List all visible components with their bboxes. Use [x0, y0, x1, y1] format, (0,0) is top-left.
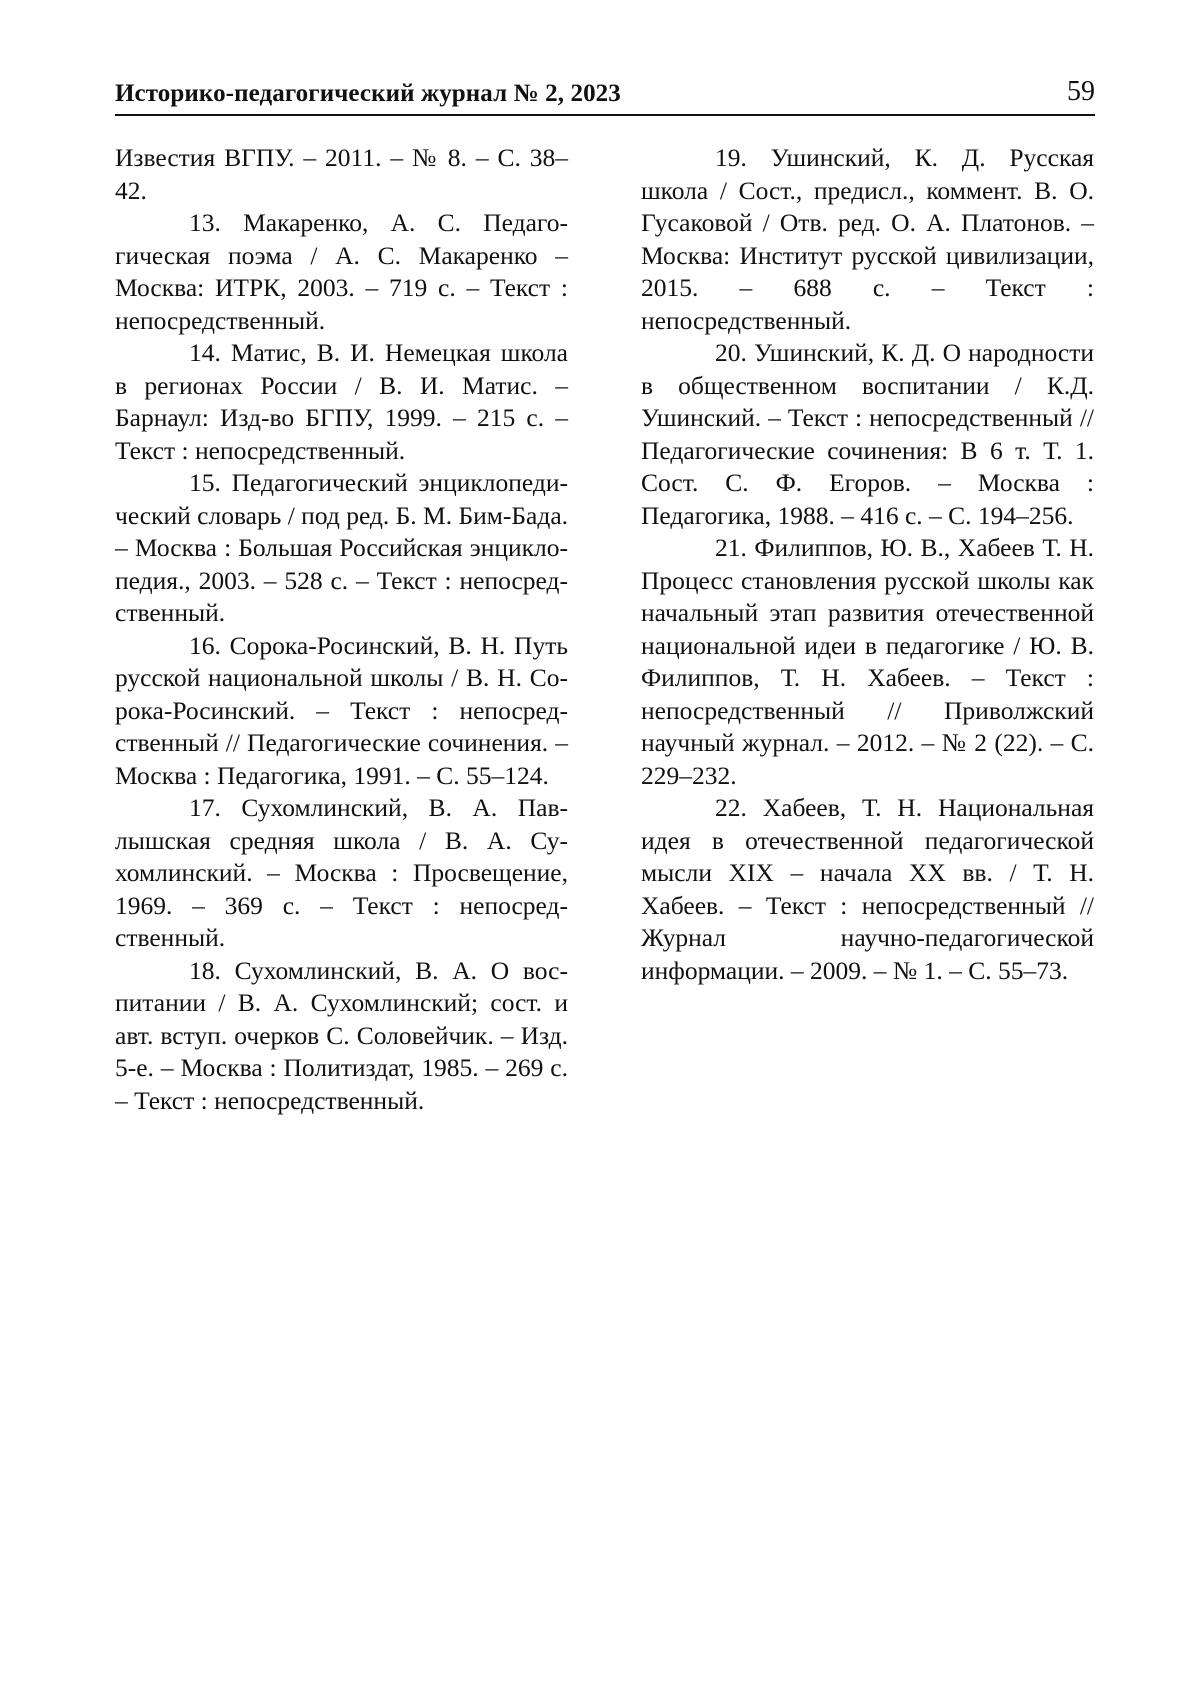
right-column [641, 142, 1094, 987]
reference-item-22: 22. Хабеев, Т. Н. Националь­ная идея в отечественной педагоги­ческой мысли XIX – начала XX вв. / Т. Н. Хабеев. – Текст : непосред­ственный // Журнал научно-педагогической информации. – 2009. – № 1. – С. 55–73. [641, 792, 1094, 987]
reference-item-20: 20. Ушинский, К. Д. О народ­ности в общественном воспитании / К.Д. Ушинский. – Текст : непосред­ственный // Педагогические сочине­ния: В 6 т. Т. 1. Сост. С. Ф. Егоров. – Москва : Педагогика, 1988. – 416 с. – С. 194–256. [641, 337, 1094, 532]
reference-item-21: 21. Филиппов, Ю. В., Хабеев Т. Н. Процесс становления русской школы как начальный этап развития отечественной национальной идеи в педагогике / Ю. В. Филиппов, Т. Н. Хабеев. – Текст : непосредственный // Приволжский научный журнал. – 2012. – № 2 (22). – С. 229–232. [641, 532, 1094, 792]
journal-title: Историко-педагогический журнал № 2, 2023 [115, 80, 621, 108]
reference-item-13: 13. Макаренко, А. С. Педаго­гическая поэма / А. С. Макаренко – Москва: ИТРК, 2003. – 719 с. – Текст : непосредственный. [115, 207, 568, 337]
document-page [0, 0, 1200, 1697]
reference-item-14: 14. Матис, В. И. Немецкая школа в регионах России / В. И. Ма­тис. – Барнаул: Изд-во БГПУ, 1999. – 215 с. – Текст : непосредственный. [115, 337, 568, 467]
reference-item-16: 16. Сорока-Росинский, В. Н. Путь русской национальной школы / В. Н. Со­рока-Росинский. – Текст : непосред­ственный // Педагогические сочинения. – Москва : Педагогика, 1991. – С. 55–124. [115, 630, 568, 793]
reference-item-18: 18. Сухомлинский, В. А. О вос­питании / В. А. Сухомлинский; сост. и авт. вступ. очерков С. Соловейчик. – Изд. 5-е. – Москва : Политиздат, 1985. – 269 с. – Текст : непосредственный. [115, 955, 568, 1118]
reference-item-15: 15. Педагогический энциклопеди­ческий словарь / под ред. Б. М. Бим-Бада. – Москва : Большая Российская энцикло­педия., 2003. – 528 с. – Текст : непосред­ственный. [115, 467, 568, 630]
running-header [115, 70, 1095, 116]
reference-continuation: Известия ВГПУ. – 2011. – № 8. – С. 38–42. [115, 142, 568, 207]
page-number: 59 [1067, 76, 1095, 108]
left-column [115, 142, 568, 1117]
reference-item-17: 17. Сухомлинский, В. А. Пав­лышская средняя школа / В. А. Су­хомлинский. – Москва : Просвеще­ние, 1969. – 369 с. – Текст : непосред­ственный. [115, 792, 568, 955]
reference-item-19: 19. Ушинский, К. Д. Русская школа / Сост., предисл., коммент. В. О. Гусаковой / Отв. ред. О. А. Пла­тонов. – Москва: Институт русской цивилизации, 2015. – 688 с. – Текст : непосредственный. [641, 142, 1094, 337]
